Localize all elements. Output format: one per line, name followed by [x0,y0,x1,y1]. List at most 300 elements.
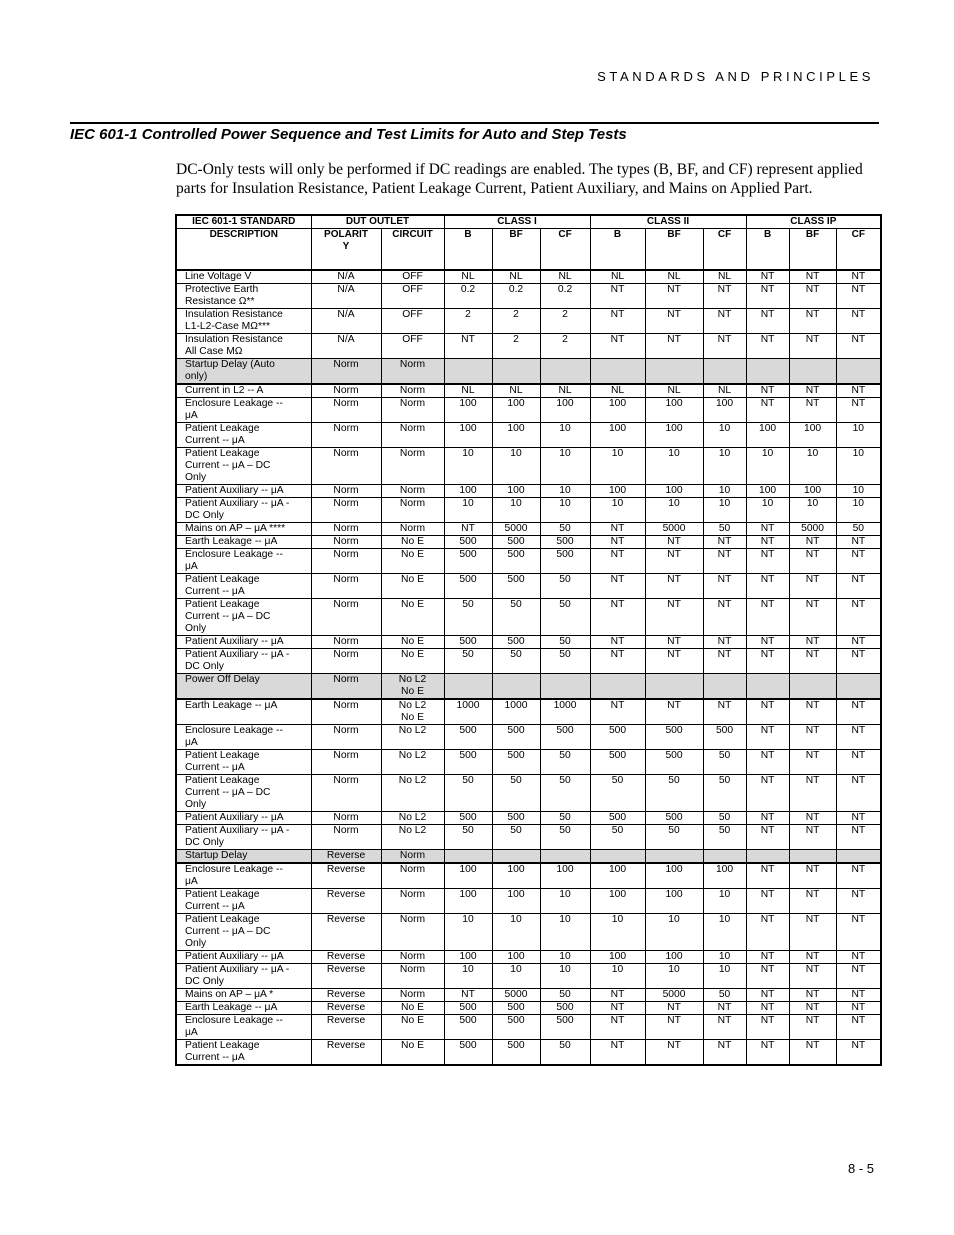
polarity-cell [311,536,381,549]
limit-cell [746,964,789,989]
limit-cell-text: NT [760,636,775,647]
polarity-cell-text: Reverse [326,1015,366,1026]
limit-cell-text: NT [667,284,681,295]
limit-cell [703,334,746,359]
limit-cell-text: 100 [608,889,627,900]
circuit-cell-text: No E [401,1040,424,1051]
limit-cell-text: NT [717,1015,732,1026]
blank-cell [444,674,492,700]
limit-cell [444,485,492,498]
limit-cell-text: 10 [559,889,571,900]
limit-cell-text: 100 [758,485,777,496]
limit-cell-text: NT [667,334,681,345]
limit-cell [836,599,881,636]
limit-cell-text: 500 [715,725,734,736]
limit-cell [703,498,746,523]
limit-cell [703,549,746,574]
limit-cell [590,1040,645,1066]
polarity-cell [311,523,381,536]
limit-cell [590,1015,645,1040]
limit-cell [444,536,492,549]
limit-cell-text: NT [610,549,625,560]
limit-cell-text: 0.2 [557,284,573,295]
limit-cell-text: NT [851,775,866,786]
description-cell-text: Mains on AP – μA **** [185,523,286,534]
blank-cell [444,850,492,864]
limit-cell-text: NT [760,1015,775,1026]
table-row [176,699,881,725]
blank-cell [645,850,703,864]
limit-cell [492,750,540,775]
polarity-cell-text: Norm [333,750,359,761]
limit-cell [645,384,703,398]
limit-cell-text: NT [760,284,775,295]
limit-cell-text: NT [610,700,625,711]
limit-cell-text: 50 [559,775,571,786]
limit-cell-text: 100 [608,423,627,434]
table-row [176,599,881,636]
limit-cell-text: NT [760,889,775,900]
circuit-cell [381,549,444,574]
limit-cell [540,549,590,574]
limit-cell-text: 50 [510,825,522,836]
limit-cell-text: 10 [668,914,680,925]
limit-cell-text: NT [461,523,475,534]
limit-cell [540,1015,590,1040]
polarity-cell-text: Reverse [326,951,366,962]
limit-cell [836,485,881,498]
description-cell-text: Patient Auxiliary -- μA - DC Only [185,498,290,521]
column-header: BF [789,229,836,271]
polarity-cell-text: Reverse [326,989,366,1000]
limit-cell-text: 2 [465,309,471,320]
circuit-cell [381,1040,444,1066]
description-cell-text: Patient Leakage Current -- μA [185,889,260,912]
circuit-cell [381,498,444,523]
description-cell-text: Patient Auxiliary -- μA - DC Only [185,649,290,672]
limit-cell [540,825,590,850]
limit-cell [746,825,789,850]
polarity-cell [311,649,381,674]
limit-cell-text: 1000 [504,700,528,711]
limit-cell-text: NT [851,1015,866,1026]
limit-cell-text: NT [610,1002,625,1013]
limit-cell [703,812,746,825]
description-cell [176,498,311,523]
table-row [176,1040,881,1066]
circuit-cell-text: Norm [399,423,426,434]
description-cell-text: Patient Auxiliary -- μA [185,812,284,823]
polarity-cell-text: Norm [333,536,359,547]
description-cell [176,359,311,385]
table-row [176,750,881,775]
limit-cell-text: 50 [718,989,731,1000]
limit-cell [645,536,703,549]
limit-cell-text: 500 [459,574,477,585]
table-row [176,270,881,284]
limit-cell-text: NT [717,549,732,560]
limit-cell-text: NT [717,574,732,585]
limit-cell-text: 2 [513,334,519,345]
description-cell-text: Insulation Resistance L1-L2-Case MΩ*** [185,309,283,332]
limit-cell-text: 500 [459,536,477,547]
limit-cell [540,574,590,599]
limit-cell-text: 10 [852,485,865,496]
limit-cell [492,914,540,951]
limit-cell [444,636,492,649]
limit-cell [703,636,746,649]
limit-cell-text: 50 [559,574,571,585]
limit-cell-text: NL [558,385,572,396]
limit-cell-text: 10 [510,964,522,975]
polarity-cell-text: Norm [333,825,359,836]
polarity-cell [311,359,381,385]
limit-cell [836,914,881,951]
table-row [176,989,881,1002]
limit-cell-text: NT [805,889,820,900]
limit-cell-text: 100 [459,889,477,900]
table-row [176,485,881,498]
limit-cell-text: 50 [611,775,624,786]
limit-cell-text: 100 [608,398,627,409]
column-header: BF [492,229,540,271]
limit-cell-text: NT [760,750,775,761]
limit-cell [645,964,703,989]
description-cell-text: Patient Auxiliary -- μA - DC Only [185,964,290,987]
blank-cell [836,674,881,700]
limit-cell-text: 500 [459,549,477,560]
limit-cell [836,750,881,775]
table-row [176,863,881,889]
circuit-cell-text: No L2 [398,825,427,836]
limit-cell [645,485,703,498]
header-row-2 [176,229,881,271]
table-row [176,423,881,448]
limit-cell [703,309,746,334]
description-cell [176,523,311,536]
limit-cell-text: 2 [513,309,519,320]
limit-cell-text: NT [851,1040,866,1051]
polarity-cell-text: Norm [333,636,359,647]
limit-cell-text: 5000 [504,523,528,534]
limit-cell [540,498,590,523]
limit-cell-text: NT [610,1015,625,1026]
table-row [176,1002,881,1015]
limit-cell [836,825,881,850]
blank-cell [836,850,881,864]
limit-cell [789,334,836,359]
limit-cell [746,523,789,536]
limit-cell [746,725,789,750]
limit-cell-text: NT [667,700,681,711]
limit-cell-text: 100 [665,485,683,496]
limit-cell [540,863,590,889]
limit-cell-text: 50 [462,599,474,610]
description-cell-text: Enclosure Leakage -- μA [185,864,283,887]
limit-cell-text: 500 [459,725,477,736]
circuit-cell-text: No L2 [398,725,427,736]
limit-cell-text: NT [805,964,820,975]
limit-cell [444,398,492,423]
limit-cell-text: NT [805,309,820,320]
description-cell [176,775,311,812]
circuit-cell [381,775,444,812]
limit-cell [540,725,590,750]
limit-cell-text: NT [667,309,681,320]
limit-cell-text: NT [805,914,820,925]
table-row [176,1015,881,1040]
limit-cell [645,334,703,359]
limit-cell-text: 5000 [801,523,825,534]
description-cell [176,536,311,549]
limit-cell [540,523,590,536]
circuit-cell [381,523,444,536]
limit-cell-text: 50 [510,599,522,610]
description-cell [176,485,311,498]
limit-cell [540,536,590,549]
limit-cell-text: NL [509,271,523,282]
description-cell-text: Patient Leakage Current -- μA [185,750,260,773]
blank-cell [590,359,645,385]
limit-cell [789,812,836,825]
limit-cell-text: 100 [507,398,525,409]
limit-cell [590,863,645,889]
limit-cell [703,574,746,599]
limit-cell [836,523,881,536]
limit-cell [836,1040,881,1066]
description-cell-text: Patient Auxiliary -- μA - DC Only [185,825,290,848]
limit-cell [492,1015,540,1040]
description-cell-text: Earth Leakage -- μA [185,536,278,547]
limit-cell [789,599,836,636]
limit-cell-text: 500 [507,636,525,647]
limit-cell-text: 10 [718,951,731,962]
limit-cell [492,1040,540,1066]
circuit-cell-text: Norm [399,385,426,396]
limit-cell [746,549,789,574]
limit-cell-text: 10 [611,914,624,925]
limit-cell-text: NT [717,649,732,660]
limit-cell-text: 10 [510,498,522,509]
limit-cell-text: 500 [459,750,477,761]
limit-cell-text: NT [851,549,866,560]
limit-cell-text: NT [851,812,866,823]
limit-cell [645,649,703,674]
limit-cell [836,334,881,359]
limit-cell-text: 100 [608,485,627,496]
limit-cell-text: 100 [608,864,627,875]
limit-cell [789,649,836,674]
limit-cell [645,574,703,599]
circuit-cell-text: Norm [399,964,426,975]
limit-cell-text: 50 [559,599,571,610]
polarity-cell [311,812,381,825]
limit-cell-text: NT [805,284,820,295]
limit-cell [789,536,836,549]
polarity-cell [311,334,381,359]
limit-cell [590,398,645,423]
limit-cell [703,536,746,549]
limit-cell [540,398,590,423]
polarity-cell-text: Reverse [326,1040,366,1051]
limit-cell [836,423,881,448]
limit-cell [444,1040,492,1066]
table-row [176,498,881,523]
description-cell [176,725,311,750]
limit-cell [444,964,492,989]
limit-cell-text: 50 [718,825,731,836]
limit-cell [444,334,492,359]
polarity-cell-text: Reverse [326,914,366,925]
polarity-cell [311,674,381,700]
circuit-cell [381,863,444,889]
limit-cell-text: NT [760,1040,775,1051]
limit-cell-text: 500 [507,574,525,585]
limit-cell [492,334,540,359]
limit-cell-text: NT [805,775,820,786]
limit-cell-text: 1000 [456,700,480,711]
limit-cell [746,270,789,284]
limit-cell-text: NT [610,536,625,547]
limit-cell [444,699,492,725]
polarity-cell [311,951,381,964]
limit-cell [836,1002,881,1015]
polarity-cell [311,1015,381,1040]
limit-cell-text: 100 [715,398,734,409]
limit-cell-text: NT [851,271,866,282]
limit-cell-text: NT [717,700,732,711]
polarity-cell [311,1002,381,1015]
limit-cell [746,1002,789,1015]
limit-cell-text: 10 [718,498,731,509]
limit-cell-text: NT [851,989,866,1000]
limit-cell [836,725,881,750]
limit-cell [703,599,746,636]
limit-cell-text: NL [461,271,475,282]
column-header: CF [703,229,746,271]
limit-cell-text: NT [610,1040,625,1051]
limit-cell-text: 50 [718,775,731,786]
limit-cell [492,1002,540,1015]
polarity-cell [311,448,381,485]
limit-cell [540,334,590,359]
limit-cell-text: 500 [507,812,525,823]
limit-cell-text: 500 [556,536,574,547]
limit-cell-text: 0.2 [508,284,524,295]
limit-cell [444,775,492,812]
polarity-cell-text: Norm [333,574,359,585]
polarity-cell-text: Norm [333,485,359,496]
limit-cell-text: 10 [806,448,819,459]
limit-cell-text: NT [805,574,820,585]
limit-cell [746,951,789,964]
limit-cell [444,448,492,485]
limit-cell [703,775,746,812]
blank-cell [789,850,836,864]
table-row [176,812,881,825]
limit-cell-text: NT [851,284,866,295]
polarity-cell-text: Reverse [326,864,366,875]
limit-cell [703,1015,746,1040]
limit-cell-text: 100 [803,423,822,434]
limit-cell-text: 5000 [662,523,686,534]
limit-cell [540,649,590,674]
polarity-cell [311,750,381,775]
limit-cell-text: NL [667,385,681,396]
limit-cell [492,863,540,889]
limit-cell [703,750,746,775]
limit-cell-text: NT [667,536,681,547]
limit-cell [492,270,540,284]
limit-cell [444,825,492,850]
limit-cell-text: 10 [761,498,774,509]
blank-cell [746,359,789,385]
limit-cell-text: NT [717,599,732,610]
limit-cell-text: 5000 [504,989,528,1000]
circuit-cell [381,270,444,284]
limit-cell [836,964,881,989]
polarity-cell [311,270,381,284]
limit-cell-text: NT [717,1002,732,1013]
polarity-cell-text: Norm [333,812,359,823]
limit-cell [492,599,540,636]
limit-cell-text: 100 [665,864,683,875]
limit-cell-text: 0.2 [460,284,476,295]
limit-cell-text: 100 [507,485,525,496]
column-header: POLARIT Y [311,229,381,271]
description-cell [176,284,311,309]
polarity-cell-text: Reverse [326,889,366,900]
limit-cell [492,309,540,334]
polarity-cell [311,574,381,599]
limit-cell-text: NT [760,914,775,925]
limit-cell [746,889,789,914]
circuit-cell [381,964,444,989]
limit-cell [492,699,540,725]
column-header: B [746,229,789,271]
limit-cell [492,649,540,674]
polarity-cell-text: Norm [333,674,359,685]
limit-cell-text: NT [805,750,820,761]
limit-cell-text: 500 [665,725,683,736]
limit-cell [746,1040,789,1066]
limit-cell [540,485,590,498]
description-cell-text: Patient Leakage Current -- μA – DC Only [185,914,271,949]
limit-cell-text: 100 [507,423,525,434]
description-cell-text: Patient Auxiliary -- μA [185,951,284,962]
table-row [176,674,881,700]
polarity-cell [311,850,381,864]
circuit-cell [381,309,444,334]
description-cell-text: Mains on AP – μA * [185,989,274,1000]
limit-cell [492,498,540,523]
limit-cell-text: 10 [462,914,474,925]
limit-cell [540,423,590,448]
limit-cell [789,448,836,485]
limit-cell [590,699,645,725]
circuit-cell-text: OFF [402,309,423,320]
limit-cell [746,498,789,523]
limit-cell-text: NT [851,599,866,610]
limit-cell [789,863,836,889]
limit-cell [789,750,836,775]
polarity-cell-text: Norm [333,523,359,534]
blank-cell [540,359,590,385]
circuit-cell-text: No L2 [398,812,427,823]
limit-cell-text: NT [760,398,775,409]
limit-cell-text: 10 [462,448,474,459]
limit-cell-text: 100 [556,864,574,875]
